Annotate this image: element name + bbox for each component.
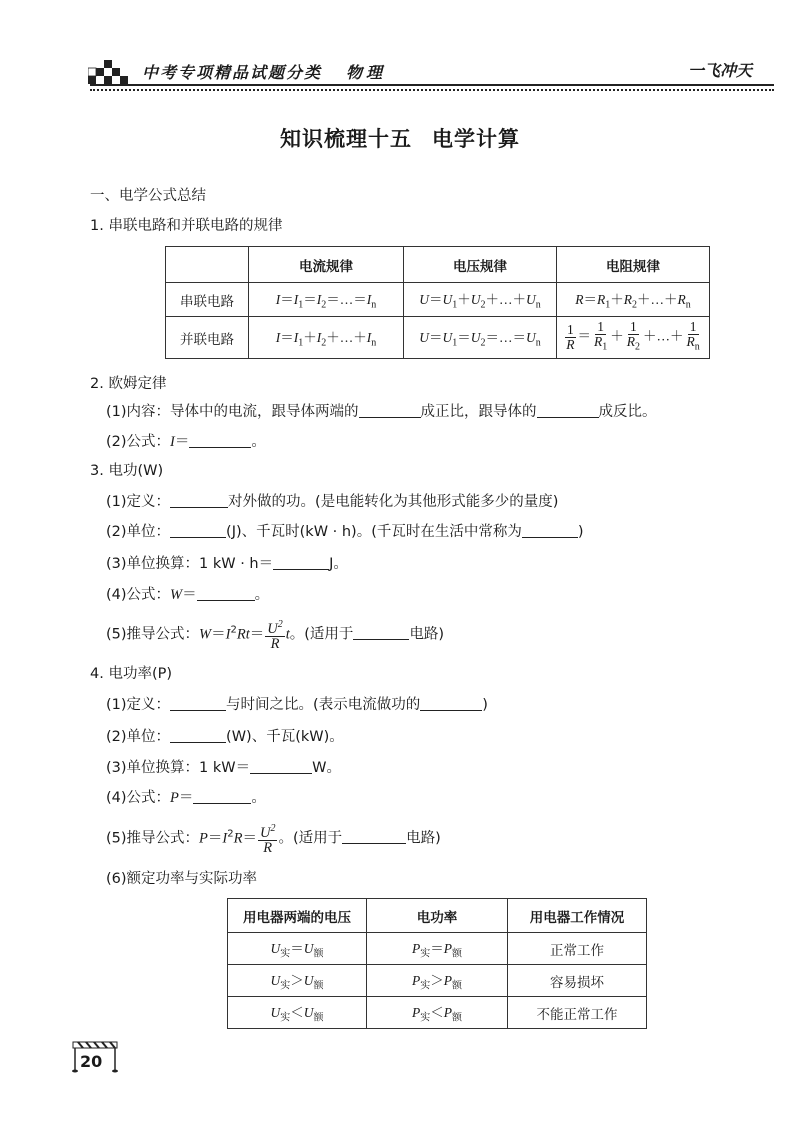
power-definition-line [106,694,488,716]
work-definition-line [106,491,558,513]
row-label-parallel: 并联电路 [166,317,249,359]
power-unit-line [106,726,344,748]
text: 。(适用于 [289,626,354,643]
text: (2)单位： [106,524,171,540]
fill-blank[interactable] [353,625,409,640]
fill-blank[interactable] [250,759,312,774]
table-header-voltage: 电压规律 [404,247,557,283]
text: (2)公式： [106,434,171,450]
text: (4)公式： [106,790,171,806]
row-label-series: 串联电路 [166,283,249,317]
header-series-title: 中考专项精品试题分类 [142,63,323,82]
work-derived-formula-line: (5)推导公式：$W=I^2Rt=$ $\frac{U^2}{R}$ t。(适用于 电路) [106,619,445,652]
subsection-1-heading: 1. 串联电路和并联电路的规律 [90,218,283,234]
table-header-blank [166,247,249,283]
fill-blank[interactable] [189,433,251,448]
text: 与时间之比。(表示电流做功的 [226,697,421,713]
series-resistance-formula: $R=R_1+R_2+\dots+R_n$ [557,283,710,317]
text: (3)单位换算：1 kW＝ [106,760,251,776]
status-damage: 容易损坏 [508,965,647,997]
ohm-content-line [106,401,657,423]
text: 电路) [406,830,441,847]
fill-blank[interactable] [522,523,578,538]
subsection-4-heading: 4. 电功率(P) [90,666,173,682]
voltage-greater: $U_实>U_额$ [228,965,367,997]
fill-blank[interactable] [420,696,482,711]
power-less: $P_实<P_额$ [367,997,508,1029]
text: (1)定义： [106,494,171,510]
fill-blank[interactable] [537,403,599,418]
power-derived-formula-line: (5)推导公式：$P=I^2R=$ $\frac{U^2}{R}$ 。(适用于 电路) [106,823,441,856]
table-header-current: 电流规律 [249,247,404,283]
ohm-formula-line: (2)公式：I＝ 。 [106,434,266,450]
table-header-voltage: 用电器两端的电压 [228,899,367,933]
fill-blank[interactable] [170,696,226,711]
voltage-equal: $U_实=U_额$ [228,933,367,965]
fill-blank[interactable] [170,523,226,538]
text: (1)定义： [106,697,171,713]
subsection-2-heading: 2. 欧姆定律 [90,376,167,392]
text: (1)内容：导体中的电流，跟导体两端的 [106,404,359,420]
power-formula-line: (4)公式：P＝ 。 [106,790,266,806]
fill-blank[interactable] [197,586,255,601]
text: 对外做的功。(是电能转化为其他形式能多少的量度) [228,494,559,510]
header-subject: 物理 [346,63,387,82]
header-brand: 一飞冲天 [688,61,753,80]
text: (3)单位换算：1 kW · h＝ [106,556,274,572]
subsection-3-heading: 3. 电功(W) [90,463,164,479]
text: W。 [312,760,341,776]
page-title [0,123,800,153]
title-part-1: 知识梳理十五 [280,126,412,151]
fill-blank[interactable] [170,493,228,508]
fill-blank[interactable] [342,829,406,844]
text: 电路) [409,626,445,643]
page-number: 20 [80,1052,103,1071]
table-row [228,997,647,1029]
work-unit-line [106,521,584,543]
text: 成正比，跟导体的 [420,404,537,420]
header-dotted-rule [90,89,774,91]
parallel-resistance-formula: $\frac{1}{R}$ ＝ $\frac{1}{R_1}$ ＋ $\frac{1}{R_2}$ ＋…＋ $\frac{1}{R_n}$ [557,317,710,359]
fill-blank[interactable] [193,789,251,804]
text: ) [482,697,488,713]
text: J。 [329,556,348,572]
table-row [228,933,647,965]
table-header-resistance: 电阻规律 [557,247,710,283]
text: (4)公式： [106,587,171,603]
title-part-2: 电学计算 [432,126,520,151]
table-header-power: 电功率 [367,899,508,933]
table-row [166,283,710,317]
power-equal: $P_实=P_额$ [367,933,508,965]
work-formula-line: (4)公式：W＝ 。 [106,587,270,603]
text: 。 [254,587,270,603]
text: 。 [251,434,266,450]
header-rule [90,84,774,86]
section-heading: 一、电学公式总结 [90,188,206,204]
series-voltage-formula: $U=U_1+U_2+\dots+U_n$ [404,283,557,317]
fill-blank[interactable] [273,555,329,570]
rated-power-table [227,898,647,1029]
text: (J)、千瓦时(kW · h)。(千瓦时在生活中常称为 [226,524,522,540]
fill-blank[interactable] [170,728,226,743]
table-row [228,965,647,997]
rated-power-heading: (6)额定功率与实际功率 [106,871,258,887]
text: 。 [251,790,266,806]
text: (2)单位： [106,729,171,745]
parallel-current-formula: $I=I_1+I_2+\dots+I_n$ [249,317,404,359]
status-abnormal: 不能正常工作 [508,997,647,1029]
text: 。(适用于 [278,830,343,847]
text: (5)推导公式： [106,830,200,847]
circuit-rules-table [165,246,710,359]
series-current-formula: $I=I_1=I_2=\dots=I_n$ [249,283,404,317]
voltage-less: $U_实<U_额$ [228,997,367,1029]
power-conversion-line [106,757,341,779]
table-row [166,317,710,359]
power-greater: $P_实>P_额$ [367,965,508,997]
text: ) [577,524,584,540]
table-header-status: 用电器工作情况 [508,899,647,933]
work-conversion-line [106,553,348,575]
text: (W)、千瓦(kW)。 [226,729,344,745]
status-normal: 正常工作 [508,933,647,965]
text: (5)推导公式： [106,626,200,643]
parallel-voltage-formula: $U=U_1=U_2=\dots=U_n$ [404,317,557,359]
text: 成反比。 [598,404,657,420]
fill-blank[interactable] [359,403,421,418]
